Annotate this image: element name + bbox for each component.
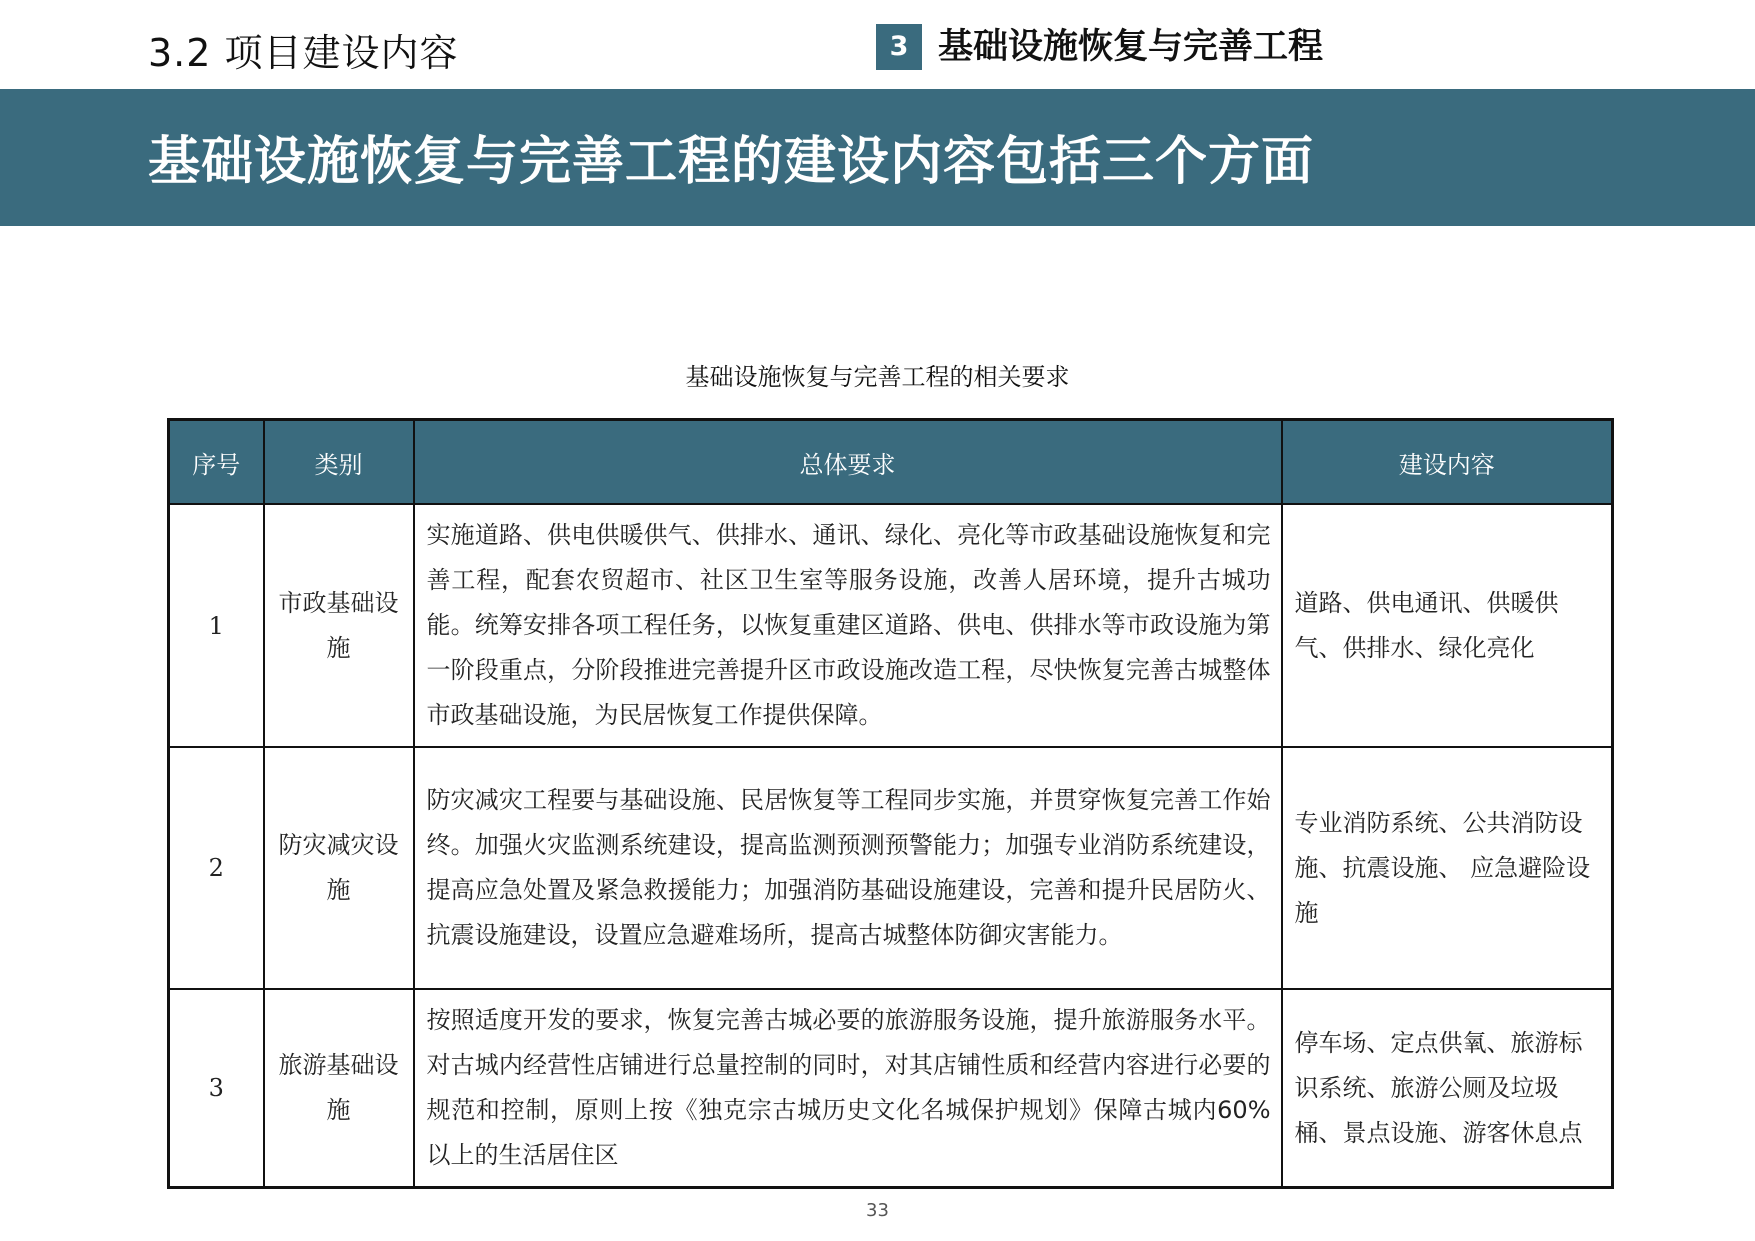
row-requirement: 按照适度开发的要求，恢复完善古城必要的旅游服务设施，提升旅游服务水平。对古城内经营性店铺进行总量控制的同时，对其店铺性质和经营内容进行必要的规范和控制，原则上按《独克宗古城历史文化名城保护规划》保障古城内60%以上的生活居住区 [414,989,1282,1188]
row-requirement: 实施道路、供电供暖供气、供排水、通讯、绿化、亮化等市政基础设施恢复和完善工程，配套农贸超市、社区卫生室等服务设施，改善人居环境，提升古城功能。统筹安排各项工程任务，以恢复重建区道路、供电、供排水等市政设施为第一阶段重点，分阶段推进完善提升区市政设施改造工程，尽快恢复完善古城整体市政基础设施，为民居恢复工作提供保障。 [414,504,1282,747]
section-label: 3.2 项目建设内容 [148,31,459,75]
row-construction: 道路、供电通讯、供暖供气、供排水、绿化亮化 [1282,504,1613,747]
row-category: 旅游基础设施 [264,989,414,1188]
row-number: 2 [169,747,264,989]
table-header-row [169,420,1613,505]
row-requirement: 防灾减灾工程要与基础设施、民居恢复等工程同步实施，并贯穿恢复完善工作始终。加强火灾监测系统建设，提高监测预测预警能力；加强专业消防系统建设，提高应急处置及紧急救援能力；加强消防基础设施建设，完善和提升民居防火、抗震设施建设，设置应急避难场所，提高古城整体防御灾害能力。 [414,747,1282,989]
chapter-number-badge: 3 [876,24,922,70]
row-number: 1 [169,504,264,747]
row-category: 防灾减灾设施 [264,747,414,989]
chapter-title: 基础设施恢复与完善工程 [938,27,1324,67]
page-title: 基础设施恢复与完善工程的建设内容包括三个方面 [148,132,1315,192]
header-cell-category: 类别 [264,420,414,505]
table-row [169,989,1613,1188]
row-number: 3 [169,989,264,1188]
table-caption: 基础设施恢复与完善工程的相关要求 [685,363,1070,391]
page-number: 33 [866,1200,889,1221]
requirements-table [167,418,1614,1189]
table-row [169,504,1613,747]
header-cell-requirement: 总体要求 [414,420,1282,505]
row-construction: 专业消防系统、公共消防设施、抗震设施、 应急避险设施 [1282,747,1613,989]
table-row [169,747,1613,989]
row-construction: 停车场、定点供氧、旅游标识系统、旅游公厕及垃圾桶、景点设施、游客休息点 [1282,989,1613,1188]
header-cell-construction: 建设内容 [1282,420,1613,505]
row-category: 市政基础设施 [264,504,414,747]
header-cell-no: 序号 [169,420,264,505]
